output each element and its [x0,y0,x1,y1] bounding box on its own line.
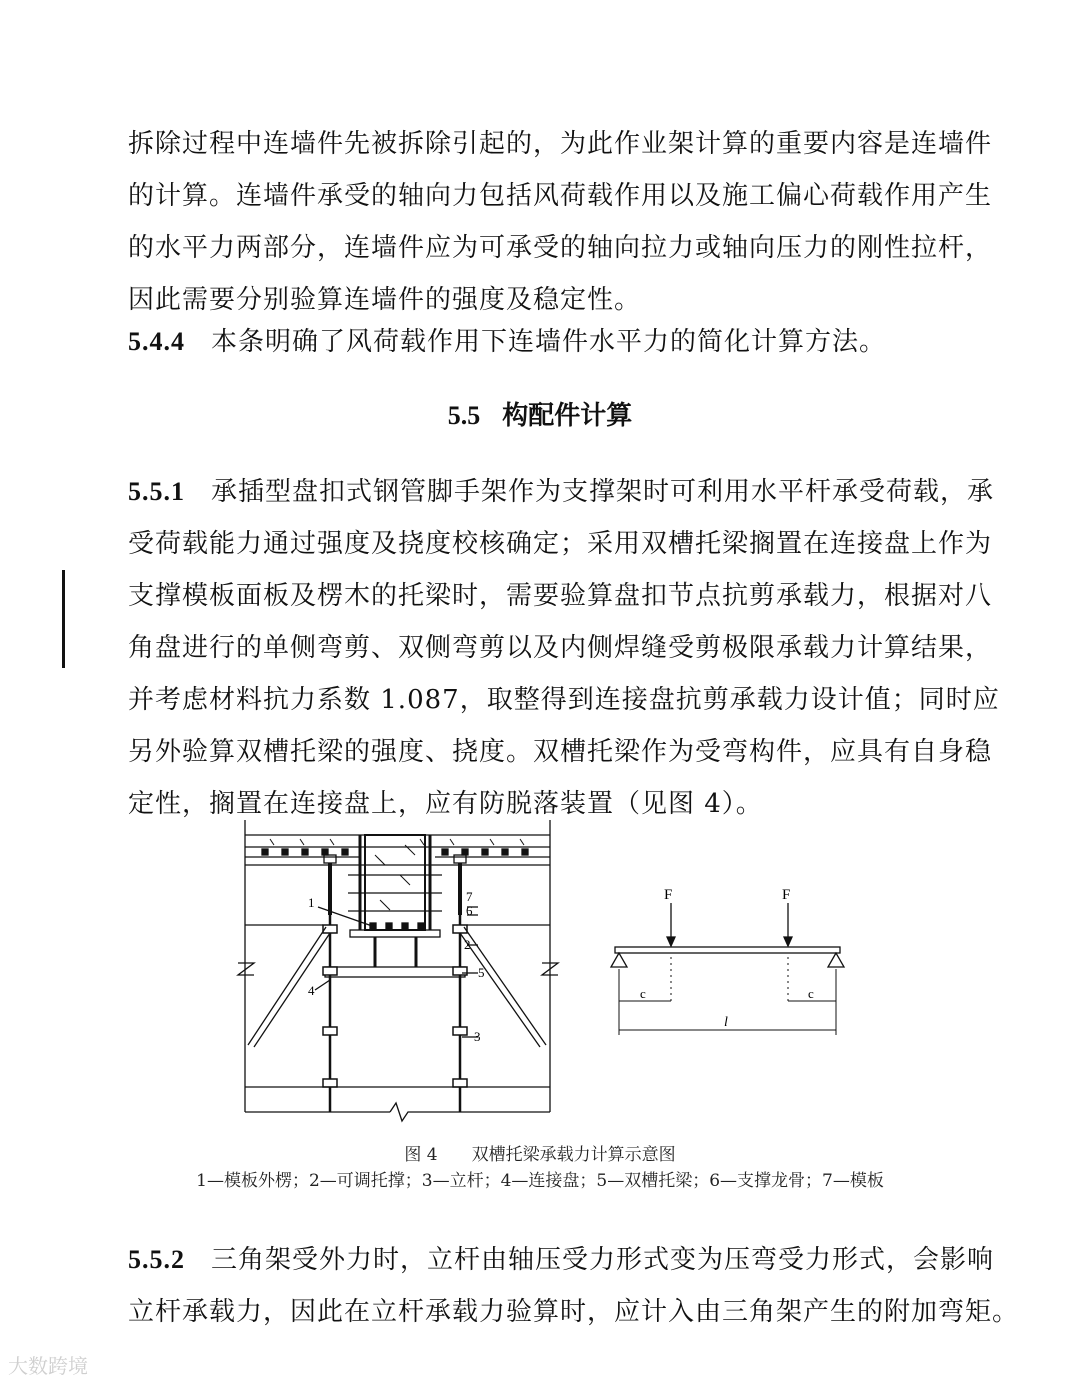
section-heading [0,395,1080,432]
text-line: 的水平力两部分，连墙件应为可承受的轴向拉力或轴向压力的刚性拉杆， [128,233,993,263]
support-left [611,953,627,967]
clause-number: 5.4.4 [128,327,185,356]
clause-first-line: 承插型盘扣式钢管脚手架作为支撑架时可利用水平杆承受荷载，承 [211,477,995,507]
text-line: 并考虑材料抗力系数 1.087，取整得到连接盘抗剪承载力设计值；同时应 [128,685,1000,715]
dim-c-label-right: c [808,986,814,1001]
text-line: 角盘进行的单侧弯剪、双侧弯剪以及内侧焊缝受剪极限承载力计算结果， [128,633,993,663]
callout-3: 3 [474,1029,481,1044]
beam-schematic [615,947,840,953]
figure-legend: 1—模板外楞；2—可调托撑；3—立杆；4—连接盘；5—双槽托梁；6—支撑龙骨；7—模板 [196,1171,884,1191]
force-label-left: F [664,887,673,903]
text-line: 的计算。连墙件承受的轴向力包括风荷载作用以及施工偏心荷载作用产生 [128,181,993,211]
callout-2: 2 [464,937,471,952]
force-label-right: F [782,887,791,903]
break-mark-left [238,963,254,975]
clause-number: 5.5.2 [128,1245,185,1274]
dim-c-label-left: c [640,986,646,1001]
clause-number: 5.5.1 [128,477,185,506]
break-line-bottom [390,1103,550,1121]
callout-4: 4 [308,983,315,998]
text-line: 因此需要分别验算连墙件的强度及稳定性。 [128,285,642,315]
callout-6: 6 [466,903,473,918]
callout-5: 5 [478,965,485,980]
text-line: 支撑模板面板及楞木的托梁时，需要验算盘扣节点抗剪承载力，根据对八 [128,581,993,611]
callout-1: 1 [308,895,315,910]
text-line: 定性，搁置在连接盘上，应有防脱落装置（见图 4）。 [128,789,763,819]
dim-l-label: l [724,1015,728,1030]
revision-bar [62,570,65,668]
watermark-text: 大数跨境 [8,1354,88,1378]
text-line: 立杆承载力，因此在立杆承载力验算时，应计入由三角架产生的附加弯矩。 [128,1297,1020,1327]
text-line: 受荷载能力通过强度及挠度校核确定；采用双槽托梁搁置在连接盘上作为 [128,529,993,559]
support-right [828,953,844,967]
section-title: 构配件计算 [502,401,633,431]
figure-4-drawing [230,815,870,1130]
text-line: 另外验算双槽托梁的强度、挠度。双槽托梁作为受弯构件，应具有自身稳 [128,737,993,767]
section-number: 5.5 [447,401,481,430]
callout-7: 7 [466,889,473,904]
double-channel-beam [325,967,465,977]
watermark [8,1350,88,1379]
paragraph-continuation [128,118,993,326]
clause-5-5-1 [128,466,1000,830]
clause-5-4-4 [128,316,958,368]
clause-first-line: 三角架受外力时，立杆由轴压受力形式变为压弯受力形式，会影响 [211,1245,995,1275]
figure-caption: 图 4 双槽托梁承载力计算示意图 [404,1145,676,1165]
clause-text: 本条明确了风荷载作用下连墙件水平力的简化计算方法。 [211,327,887,357]
clause-5-5-2 [128,1234,1020,1338]
concrete-beam [365,835,425,930]
text-line: 拆除过程中连墙件先被拆除引起的，为此作业架计算的重要内容是连墙件 [128,129,993,159]
